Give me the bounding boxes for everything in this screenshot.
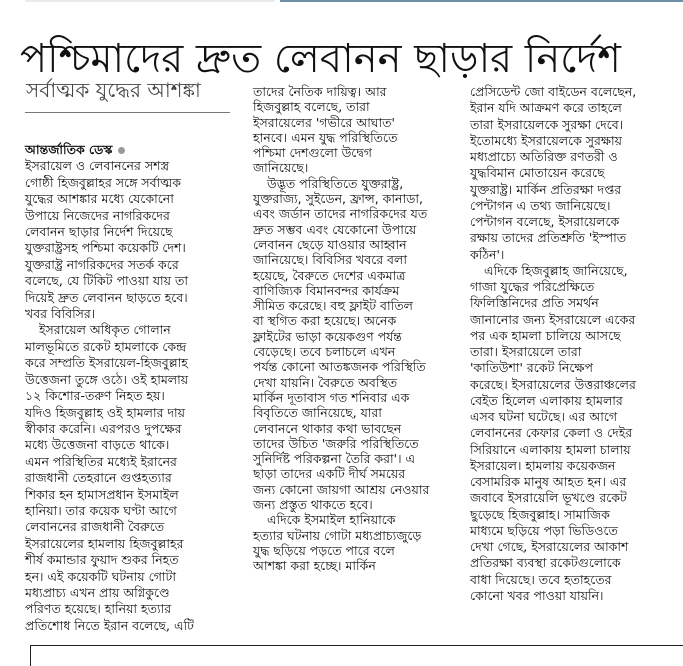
article-text-line: জানিয়েছে। বিবিসির খবরে বলা: [253, 252, 407, 268]
article-text-line: প্রতিশোধ নিতে ইরান বলেছে, এটি: [25, 617, 194, 633]
article-text-line: পশ্চিমা দেশগুলো উদ্বেগ: [253, 145, 372, 161]
article-text-line: উত্তেজনা তুঙ্গে ওঠে। ওই হামলায়: [25, 371, 189, 387]
dateline: [25, 142, 247, 158]
article-text-line: মধ্যে উত্তেজনা বাড়তে থাকে।: [25, 437, 170, 453]
article-text-line: পর্যন্ত কোনো আতঙ্কজনক পরিস্থিতি: [253, 359, 426, 375]
article-text-line: ছাড়া তাদের একটি দীর্ঘ সময়ের: [253, 466, 406, 482]
article-text-line: লেবাননে থাকার কথা ভাবছেন: [253, 420, 402, 436]
article-text-line: ফ্লাইটের ভাড়া কয়েকগুণ পর্যন্ত: [253, 328, 402, 344]
top-rule-left: [25, 0, 275, 2]
article-text-line: যুক্তরাষ্ট্রসহ পশ্চিমা কয়েকটি দেশ।: [25, 240, 186, 256]
article-text-line: মাধ্যমে ছড়িয়ে পড়া ভিডিওতে: [470, 522, 618, 538]
article-text-line: বিবৃতিতে জানিয়েছে, যারা: [253, 405, 382, 421]
article-text-line: যুদ্ধ ছড়িয়ে পড়তে পারে বলে: [253, 542, 395, 558]
article-text-line: তারা ইসরায়েলকে সুরক্ষা দেবে।: [470, 116, 624, 132]
article-text-line: আশঙ্কা করা হচ্ছে। মার্কিন: [253, 558, 376, 574]
article-text-line: পর এক হামলা চালিয়ে আসছে: [470, 327, 621, 343]
article-text-line: জানিয়েছে।: [253, 160, 309, 176]
top-rule-right: [280, 0, 683, 2]
article-text-line: বেড়েছে। তবে চলাচলে এখন: [253, 344, 396, 360]
article-text-line: যুদ্ধবিমান মোতায়েন করেছে: [470, 165, 605, 181]
article-text-line: ফিলিস্তিনিদের প্রতি সমর্থন: [470, 295, 599, 311]
article-text-line: বাধা দিয়েছে। তবে হতাহতের: [470, 571, 612, 587]
article-text-line: কঠিন'।: [470, 246, 505, 262]
article-text-line: ১২ কিশোর-তরুণ নিহত হয়।: [25, 388, 165, 404]
article-text-line: সিরিয়ানে এলাকায় হামলা চালায়: [470, 441, 631, 457]
article-text-line: পেন্টাগন বলেছে, ইসরায়েলকে: [470, 214, 620, 229]
article-text-line: ইসরায়েল ও লেবাননের সশস্ত্র: [25, 158, 170, 174]
article-text-line: জবাবে ইসরায়েলি ভূখণ্ডে রকেট: [470, 490, 627, 506]
article-text-line: ইরান যদি আক্রমণ করে তাহলে: [470, 100, 622, 116]
article-text-line: যুদ্ধের আশঙ্কার মধ্যে যেকোনো: [25, 191, 174, 207]
article-text-line: কোনো খবর পাওয়া যায়নি।: [470, 587, 604, 603]
article-text-line: গোষ্ঠী হিজবুল্লাহর সঙ্গে সর্বাত্মক: [25, 174, 181, 190]
article-text-line: এমন পরিস্থিতির মধ্যেই ইরানের: [25, 453, 177, 469]
article-text-line: রাজধানী তেহরানে গুপ্তহত্যার: [25, 470, 172, 486]
article-text-line: ইতোমধ্যে ইসরায়েলকে সুরক্ষায়: [470, 132, 623, 148]
article-text-line: দিয়েই দ্রুত লেবানন ছাড়তে হবে।: [25, 289, 188, 305]
headline: পশ্চিমাদের দ্রুত লেবানন ছাড়ার নির্দেশ: [20, 35, 621, 82]
article-text-line: করেছে। ইসরায়েলের উত্তরাঞ্চলের: [470, 376, 636, 392]
bullet-dot-icon: [118, 147, 125, 154]
article-text-line: লেবানন ছেড়ে যাওয়ার আহ্বান: [253, 236, 407, 252]
article-text-line: যুক্তরাষ্ট্র নাগরিকদের সতর্ক করে: [25, 256, 179, 272]
article-text-line: প্রতিরক্ষা ব্যবস্থা রকেটগুলোকে: [470, 555, 621, 571]
article-text-line: করে সম্প্রতি ইসরায়েল-হিজবুল্লাহ: [25, 355, 188, 371]
article-text-line: পরিণত হয়েছে। হানিয়া হত্যার: [25, 601, 172, 617]
article-text-line: রক্ষায় তাদের প্রতিশ্রুতি 'ইস্পাত: [470, 230, 627, 246]
article-text-line: লেবানন ছাড়ার নির্দেশ দিয়েছে: [25, 224, 173, 240]
article-text-line: দেখা গেছে, ইসরায়েলের আকাশ: [470, 539, 629, 554]
article-text-line: হিজবুল্লাহ বলেছে, তারা: [253, 99, 370, 115]
subheadline: সর্বাত্মক যুদ্ধের আশঙ্কা: [26, 78, 201, 102]
article-text-line: জন্য কোনো জায়গা আশ্রয় নেওয়ার: [253, 481, 430, 497]
article-text-line: প্রেসিডেন্ট জো বাইডেন বলেছেন,: [470, 84, 637, 99]
article-text-line: ইসরায়েল। হামলায় কয়েকজন: [470, 457, 616, 473]
article-text-line: হানবে। এমন যুদ্ধ পরিস্থিতিতে: [253, 129, 398, 145]
article-text-line: দেখা যায়নি। বৈরুতে অবস্থিত: [253, 374, 398, 390]
article-text-line: বলেছে, যে টিকিট পাওয়া যায় তা: [25, 273, 189, 289]
next-article-box-border: [30, 645, 683, 666]
article-text-line: যুক্তরাজ্য, সুইডেন, ফ্রান্স, কানাডা,: [253, 191, 423, 207]
article-text-line: বা স্থগিত করা হয়েছে। অনেক: [253, 313, 397, 329]
article-text-line: ইসরায়েলের হামলায় হিজবুল্লাহর: [25, 535, 184, 551]
article-text-line: এদিকে ইসমাইল হানিয়াকে: [267, 512, 396, 528]
article-text-line: এসব ঘটনা ঘটেছে। এর আগে: [470, 409, 618, 424]
article-text-line: শিকার হন হামাসপ্রধান ইসমাইল: [25, 486, 179, 502]
article-text-line: মালভূমিতে রকেট হামলাকে কেন্দ্র: [25, 338, 187, 354]
article-text-line: সীমিত করেছে। বহু ফ্লাইট বাতিল: [253, 298, 413, 314]
article-text-line: বেসামরিক মানুষ আহত হন। এর: [470, 474, 627, 489]
article-text-line: খবর বিবিসির।: [25, 306, 96, 322]
article-text-line: ইসরায়েল অধিকৃত গোলান: [39, 322, 171, 338]
dateline-text: আন্তর্জাতিক ডেস্ক: [25, 142, 113, 157]
article-text-line: জন্য প্রস্তুত থাকতে হবে।: [253, 497, 373, 513]
subheadline-rule: [25, 112, 230, 113]
article-column-1: [25, 142, 247, 634]
article-text-line: তারা। ইসরায়েলে তারা: [470, 344, 582, 359]
article-text-line: জানানোর জন্য ইসরায়েলে একের: [470, 311, 636, 327]
article-text-line: গাজা যুদ্ধের পরিপ্রেক্ষিতে: [470, 279, 595, 294]
article-text-line: স্বীকার করেনি। এরপরও দুপক্ষের: [25, 420, 182, 436]
article-text-line: এবং জর্ডান তাদের নাগরিকদের যত: [253, 206, 428, 222]
article-text-line: বেইত হিলেল এলাকায় হামলার: [470, 392, 623, 408]
article-text-line: 'কাতিউশা' রকেট নিক্ষেপ: [470, 360, 594, 376]
article-text-line: মধ্যপ্রাচ্যে অতিরিক্ত রণতরী ও: [470, 149, 618, 164]
article-text-line: মধ্যপ্রাচ্য এখন প্রায় অগ্নিকুণ্ডে: [25, 584, 170, 600]
article-text-line: হয়েছে, বৈরুতে দেশের একমাত্র: [253, 267, 406, 283]
article-text-line: তাদের উচিত 'জরুরি পরিস্থিতিতে: [253, 435, 419, 451]
article-column-3: [470, 84, 680, 604]
article-text-line: দ্রুত সম্ভব এবং যেকোনো উপায়ে: [253, 221, 417, 237]
article-text-line: উদ্ভূত পরিস্থিতিতে যুক্তরাষ্ট্র,: [267, 175, 404, 191]
article-text-line: তাদের নৈতিক দায়িত্ব। আর: [253, 84, 387, 99]
article-text-line: হানিয়া। তার কয়েক ঘণ্টা আগে: [25, 502, 177, 518]
article-text-line: যুক্তরাষ্ট্র। মার্কিন প্রতিরক্ষা দপ্তর: [470, 181, 622, 197]
article-text-line: বাণিজ্যিক বিমানবন্দর কার্যক্রম: [253, 282, 400, 298]
article-text-line: পেন্টাগন এ তথ্য জানিয়েছে।: [470, 197, 611, 213]
article-text-line: উপায়ে নিজেদের নাগরিকদের: [25, 207, 170, 223]
article-text-line: লেবাননের রাজধানী বৈরুতে: [25, 519, 165, 535]
article-text-line: ইসরায়েলের 'গভীরে আঘাত': [253, 114, 395, 130]
article-text-line: ছুড়েছে হিজবুল্লাহ। সামাজিক: [470, 506, 610, 522]
article-text-line: মার্কিন দূতাবাস গত শনিবার এক: [253, 389, 410, 405]
article-text-line: এদিকে হিজবুল্লাহ জানিয়েছে,: [484, 262, 628, 278]
article-text-line: লেবাননের কেফার কেলা ও দেইর: [470, 425, 633, 441]
article-text-line: সুনির্দিষ্ট পরিকল্পনা তৈরি করা'। এ: [253, 451, 416, 467]
article-column-2: [253, 84, 461, 574]
article-text-line: যদিও হিজবুল্লাহ ওই হামলার দায়: [25, 404, 186, 420]
article-text-line: হত্যার ঘটনায় গোটা মধ্যপ্রাচ্যজুড়ে: [253, 527, 422, 543]
article-text-line: হন। এই কয়েকটি ঘটনায় গোটা: [25, 568, 176, 584]
article-text-line: শীর্ষ কমান্ডার ফুয়াদ শুকর নিহত: [25, 552, 179, 568]
